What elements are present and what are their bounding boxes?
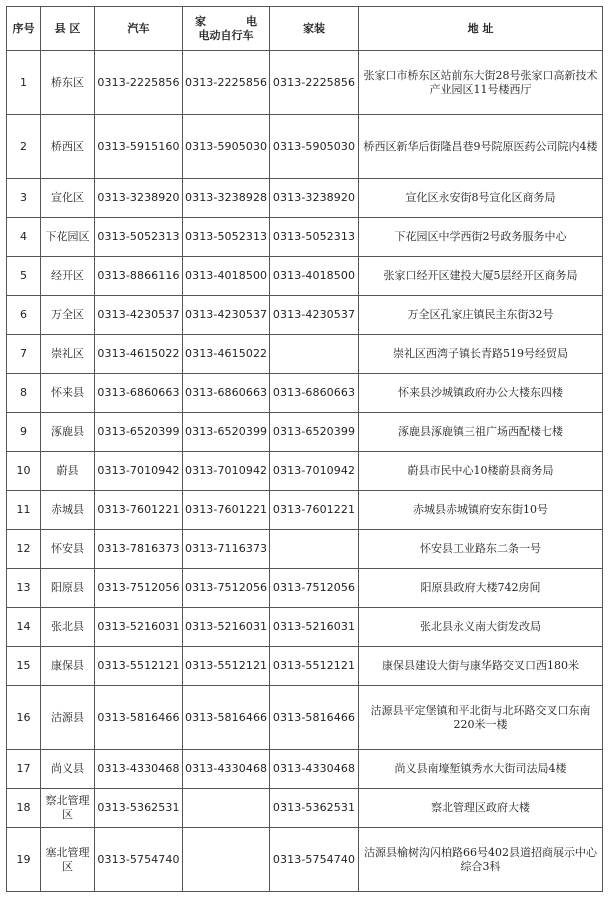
cell-appliance-phone: 0313-5905030 xyxy=(183,115,270,179)
cell-appliance-phone: 0313-4230537 xyxy=(183,296,270,335)
cell-car-phone: 0313-5512121 xyxy=(95,647,183,686)
table-row xyxy=(7,686,603,750)
table-row xyxy=(7,608,603,647)
header-row xyxy=(7,7,603,51)
cell-appliance-phone: 0313-5512121 xyxy=(183,647,270,686)
cell-decor-phone: 0313-5905030 xyxy=(270,115,359,179)
header-decor: 家装 xyxy=(270,7,359,51)
cell-decor-phone: 0313-7512056 xyxy=(270,569,359,608)
cell-appliance-phone: 0313-4018500 xyxy=(183,257,270,296)
header-seq: 序号 xyxy=(7,7,41,51)
cell-car-phone: 0313-6860663 xyxy=(95,374,183,413)
cell-county: 康保县 xyxy=(41,647,95,686)
cell-car-phone: 0313-3238920 xyxy=(95,179,183,218)
cell-decor-phone: 0313-6520399 xyxy=(270,413,359,452)
cell-county: 怀来县 xyxy=(41,374,95,413)
header-address: 地 址 xyxy=(359,7,603,51)
cell-car-phone: 0313-6520399 xyxy=(95,413,183,452)
header-appliance xyxy=(183,7,270,51)
table-row xyxy=(7,179,603,218)
cell-decor-phone: 0313-7601221 xyxy=(270,491,359,530)
cell-appliance-phone: 0313-7512056 xyxy=(183,569,270,608)
cell-decor-phone xyxy=(270,335,359,374)
cell-seq: 5 xyxy=(7,257,41,296)
cell-appliance-phone: 0313-6520399 xyxy=(183,413,270,452)
table-row xyxy=(7,51,603,115)
cell-appliance-phone: 0313-2225856 xyxy=(183,51,270,115)
cell-county: 崇礼区 xyxy=(41,335,95,374)
cell-car-phone: 0313-5216031 xyxy=(95,608,183,647)
cell-address: 阳原县政府大楼742房间 xyxy=(359,569,603,608)
cell-appliance-phone: 0313-5052313 xyxy=(183,218,270,257)
cell-appliance-phone: 0313-3238928 xyxy=(183,179,270,218)
cell-seq: 11 xyxy=(7,491,41,530)
contact-table xyxy=(6,6,603,892)
cell-decor-phone xyxy=(270,530,359,569)
cell-car-phone: 0313-7816373 xyxy=(95,530,183,569)
cell-decor-phone: 0313-4330468 xyxy=(270,750,359,789)
table-row xyxy=(7,750,603,789)
cell-appliance-phone: 0313-7601221 xyxy=(183,491,270,530)
cell-address: 张北县永义南大街发改局 xyxy=(359,608,603,647)
cell-county: 桥东区 xyxy=(41,51,95,115)
cell-car-phone: 0313-7010942 xyxy=(95,452,183,491)
cell-address: 沽源县榆树沟闪柏路66号402县道招商展示中心综合3科 xyxy=(359,828,603,892)
cell-seq: 3 xyxy=(7,179,41,218)
header-appliance-char-a: 家 xyxy=(195,14,206,28)
cell-address: 涿鹿县涿鹿镇三祖广场西配楼七楼 xyxy=(359,413,603,452)
cell-address: 康保县建设大街与康华路交叉口西180米 xyxy=(359,647,603,686)
table-row xyxy=(7,789,603,828)
cell-county: 阳原县 xyxy=(41,569,95,608)
table-row xyxy=(7,296,603,335)
cell-decor-phone: 0313-3238920 xyxy=(270,179,359,218)
header-appliance-char-b: 电 xyxy=(246,14,257,28)
cell-decor-phone: 0313-6860663 xyxy=(270,374,359,413)
cell-county: 万全区 xyxy=(41,296,95,335)
cell-county: 经开区 xyxy=(41,257,95,296)
cell-car-phone: 0313-5816466 xyxy=(95,686,183,750)
table-row xyxy=(7,257,603,296)
cell-seq: 15 xyxy=(7,647,41,686)
cell-car-phone: 0313-7512056 xyxy=(95,569,183,608)
cell-seq: 13 xyxy=(7,569,41,608)
header-car: 汽车 xyxy=(95,7,183,51)
cell-appliance-phone: 0313-4330468 xyxy=(183,750,270,789)
table-row xyxy=(7,115,603,179)
cell-appliance-phone: 0313-5816466 xyxy=(183,686,270,750)
cell-appliance-phone: 0313-7116373 xyxy=(183,530,270,569)
cell-car-phone: 0313-7601221 xyxy=(95,491,183,530)
cell-seq: 1 xyxy=(7,51,41,115)
cell-decor-phone: 0313-5754740 xyxy=(270,828,359,892)
cell-appliance-phone: 0313-5216031 xyxy=(183,608,270,647)
cell-address: 万全区孔家庄镇民主东街32号 xyxy=(359,296,603,335)
cell-seq: 7 xyxy=(7,335,41,374)
table-row xyxy=(7,491,603,530)
cell-county: 塞北管理区 xyxy=(41,828,95,892)
cell-county: 沽源县 xyxy=(41,686,95,750)
cell-decor-phone: 0313-2225856 xyxy=(270,51,359,115)
cell-address: 下花园区中学西街2号政务服务中心 xyxy=(359,218,603,257)
cell-decor-phone: 0313-4230537 xyxy=(270,296,359,335)
cell-seq: 16 xyxy=(7,686,41,750)
table-row xyxy=(7,374,603,413)
cell-car-phone: 0313-4230537 xyxy=(95,296,183,335)
cell-address: 怀来县沙城镇政府办公大楼东四楼 xyxy=(359,374,603,413)
cell-address: 尚义县南壕堑镇秀水大街司法局4楼 xyxy=(359,750,603,789)
cell-seq: 9 xyxy=(7,413,41,452)
table-row xyxy=(7,335,603,374)
cell-car-phone: 0313-5915160 xyxy=(95,115,183,179)
cell-county: 下花园区 xyxy=(41,218,95,257)
cell-appliance-phone: 0313-4615022 xyxy=(183,335,270,374)
cell-appliance-phone: 0313-7010942 xyxy=(183,452,270,491)
cell-seq: 2 xyxy=(7,115,41,179)
cell-decor-phone: 0313-5362531 xyxy=(270,789,359,828)
cell-address: 蔚县市民中心10楼蔚县商务局 xyxy=(359,452,603,491)
cell-county: 宣化区 xyxy=(41,179,95,218)
cell-car-phone: 0313-4330468 xyxy=(95,750,183,789)
cell-address: 崇礼区西湾子镇长青路519号经贸局 xyxy=(359,335,603,374)
cell-appliance-phone xyxy=(183,828,270,892)
header-appliance-line2: 电动自行车 xyxy=(198,28,254,42)
cell-seq: 14 xyxy=(7,608,41,647)
cell-decor-phone: 0313-4018500 xyxy=(270,257,359,296)
cell-county: 尚义县 xyxy=(41,750,95,789)
cell-address: 察北管理区政府大楼 xyxy=(359,789,603,828)
cell-car-phone: 0313-8866116 xyxy=(95,257,183,296)
cell-address: 张家口经开区建投大厦5层经开区商务局 xyxy=(359,257,603,296)
cell-decor-phone: 0313-5512121 xyxy=(270,647,359,686)
table-row xyxy=(7,828,603,892)
cell-seq: 6 xyxy=(7,296,41,335)
cell-county: 桥西区 xyxy=(41,115,95,179)
cell-address: 张家口市桥东区站前东大街28号张家口高新技术产业园区11号楼西厅 xyxy=(359,51,603,115)
cell-seq: 10 xyxy=(7,452,41,491)
cell-seq: 17 xyxy=(7,750,41,789)
table-row xyxy=(7,569,603,608)
cell-seq: 8 xyxy=(7,374,41,413)
header-county: 县 区 xyxy=(41,7,95,51)
cell-county: 涿鹿县 xyxy=(41,413,95,452)
cell-car-phone: 0313-5362531 xyxy=(95,789,183,828)
cell-seq: 12 xyxy=(7,530,41,569)
cell-decor-phone: 0313-5216031 xyxy=(270,608,359,647)
cell-county: 蔚县 xyxy=(41,452,95,491)
cell-appliance-phone: 0313-6860663 xyxy=(183,374,270,413)
cell-appliance-phone xyxy=(183,789,270,828)
table-row xyxy=(7,647,603,686)
table-row xyxy=(7,452,603,491)
cell-car-phone: 0313-2225856 xyxy=(95,51,183,115)
cell-address: 桥西区新华后街隆昌巷9号院原医药公司院内4楼 xyxy=(359,115,603,179)
cell-seq: 4 xyxy=(7,218,41,257)
cell-address: 沽源县平定堡镇和平北街与北环路交叉口东南220米一楼 xyxy=(359,686,603,750)
table-row xyxy=(7,218,603,257)
cell-county: 怀安县 xyxy=(41,530,95,569)
table-row xyxy=(7,413,603,452)
cell-county: 赤城县 xyxy=(41,491,95,530)
cell-decor-phone: 0313-7010942 xyxy=(270,452,359,491)
cell-address: 怀安县工业路东二条一号 xyxy=(359,530,603,569)
cell-decor-phone: 0313-5052313 xyxy=(270,218,359,257)
cell-car-phone: 0313-4615022 xyxy=(95,335,183,374)
cell-address: 宣化区永安街8号宣化区商务局 xyxy=(359,179,603,218)
cell-address: 赤城县赤城镇府安东街10号 xyxy=(359,491,603,530)
cell-county: 察北管理区 xyxy=(41,789,95,828)
table-row xyxy=(7,530,603,569)
cell-seq: 18 xyxy=(7,789,41,828)
cell-car-phone: 0313-5754740 xyxy=(95,828,183,892)
cell-seq: 19 xyxy=(7,828,41,892)
cell-county: 张北县 xyxy=(41,608,95,647)
cell-decor-phone: 0313-5816466 xyxy=(270,686,359,750)
cell-car-phone: 0313-5052313 xyxy=(95,218,183,257)
